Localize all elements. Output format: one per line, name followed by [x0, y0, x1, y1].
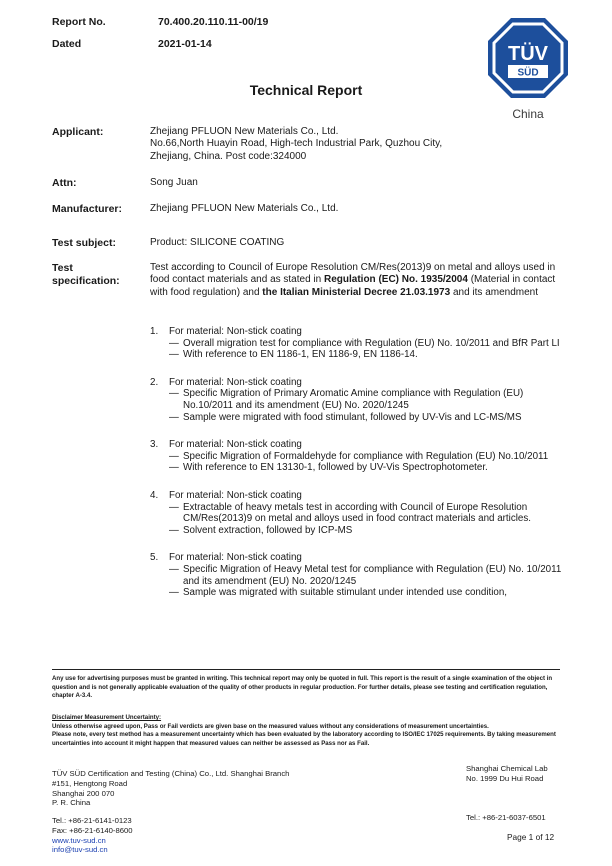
footer-company: TÜV SÜD Certification and Testing (China) Co., Ltd. Shanghai Branch: [52, 769, 290, 778]
footer-lab-address: No. 1999 Du Hui Road: [466, 773, 544, 783]
applicant-line: Zhejiang PFLUON New Materials Co., Ltd.: [150, 126, 339, 137]
test-subject-value: Product: SILICONE COATING: [150, 237, 285, 248]
logo-text: TÜV: [508, 43, 548, 65]
dated-label: Dated: [52, 38, 82, 50]
test-item: [150, 552, 570, 598]
footer-email-link[interactable]: info@tuv-sud.cn: [52, 845, 108, 855]
item-heading: For material: Non-stick coating: [169, 439, 302, 451]
test-item: [150, 490, 570, 536]
test-label-line: Test: [52, 262, 73, 274]
footer-fax: Fax: +86-21-6140-8600: [52, 825, 133, 835]
item-heading: For material: Non-stick coating: [169, 552, 302, 564]
logo-subtext: SÜD: [517, 67, 539, 79]
item-detail: Solvent extraction, followed by ICP-MS: [183, 524, 353, 536]
item-detail: With reference to EN 1186-1, EN 1186-9, EN 1186-14.: [183, 349, 418, 361]
item-number: 5.: [150, 552, 159, 564]
advertising-notice-text: Any use for advertising purposes must be granted in writing. This technical report may only be quoted in full. This report is the result of a single examination of the object in question and is not generally applicable evaluation of the quality of other products in regular production. For further details, please see testing and certification regulation, chapter A-3.4.: [52, 675, 553, 700]
applicant-label: Applicant:: [52, 126, 104, 138]
uncertainty-text: Please note, every test method has a measurement uncertainty which has been evaluated by the laboratory according to ISO/IEC 17025 requirements. By taking measurement uncertainties into account it might happen that measured values can neither be assessed as Pass nor as Fail.: [52, 731, 556, 747]
uncertainty-text: Unless otherwise agreed upon, Pass or Fail verdicts are given base on the measured values without any considerations of measurement uncertainties.: [52, 722, 489, 730]
item-detail: Specific Migration of Heavy Metal test for compliance with Regulation (EU) No. 10/2011 and its amendment (EU) No. 2020/1245: [183, 563, 562, 587]
attn-label: Attn:: [52, 177, 77, 189]
test-specification-intro: [150, 262, 565, 299]
manufacturer-label: Manufacturer:: [52, 203, 123, 215]
manufacturer-value: Zhejiang PFLUON New Materials Co., Ltd.: [150, 203, 339, 214]
page-number: Page 1 of 12: [507, 832, 555, 842]
footer-lab-name: Shanghai Chemical Lab: [466, 764, 548, 773]
test-specification-label: [52, 262, 120, 288]
footer-tel: Tel.: +86-21-6141-0123: [52, 816, 132, 825]
dash-bullet-icon: —: [169, 388, 179, 400]
dash-bullet-icon: —: [169, 337, 179, 349]
footer-address: #151, Hengtong Road: [52, 778, 128, 788]
dash-bullet-icon: —: [169, 563, 179, 575]
item-number: 4.: [150, 489, 159, 501]
item-detail: Sample were migrated with food stimulant, followed by UV-Vis and LC-MS/MS: [183, 411, 522, 423]
dash-bullet-icon: —: [169, 524, 179, 536]
report-no-label: Report No.: [52, 16, 106, 28]
dated-value: 2021-01-14: [158, 38, 212, 50]
footer-contact-block: [52, 816, 133, 855]
uncertainty-disclaimer: [52, 714, 560, 748]
page-title: Technical Report: [249, 82, 363, 98]
item-heading: For material: Non-stick coating: [169, 326, 302, 337]
test-item: [150, 439, 570, 474]
item-heading: For material: Non-stick coating: [169, 489, 302, 501]
intro-text: and its amendment: [450, 286, 539, 298]
footer-lab-tel: Tel.: +86-21-6037-6501: [466, 813, 546, 822]
dash-bullet-icon: —: [169, 450, 179, 462]
item-detail: Sample was migrated with suitable stimulant under intended use condition,: [183, 587, 508, 599]
item-detail: Overall migration test for compliance with Regulation (EU) No. 10/2011 and BfR Part LI: [183, 337, 560, 349]
dash-bullet-icon: —: [169, 587, 179, 599]
dash-bullet-icon: —: [169, 349, 179, 361]
dash-bullet-icon: —: [169, 462, 179, 474]
footer-address: P. R. China: [52, 798, 91, 808]
uncertainty-title: Disclaimer Measurement Uncertainty:: [52, 714, 162, 721]
test-item: [150, 377, 570, 423]
footer-divider: [52, 669, 560, 670]
item-detail: Specific Migration of Formaldehyde for compliance with Regulation (EU) No.10/2011: [183, 450, 549, 462]
applicant-value: [150, 126, 442, 163]
footer-lab-block: [466, 764, 548, 784]
advertising-notice: [52, 675, 560, 701]
test-item-list: [150, 326, 570, 615]
intro-text: (Material in contact with food regulation) and: [150, 274, 556, 298]
intro-regulation: Regulation (EC) No. 1935/2004: [324, 274, 468, 286]
item-detail: With reference to EN 13130-1, followed by UV-Vis Spectrophotometer.: [183, 462, 488, 474]
dash-bullet-icon: —: [169, 501, 179, 513]
dash-bullet-icon: —: [169, 411, 179, 423]
test-item: [150, 326, 570, 361]
footer-company-block: [52, 769, 289, 808]
item-heading: For material: Non-stick coating: [169, 376, 302, 388]
intro-text: Test according to Council of Europe Resolution CM/Res(2013)9 on metal and alloys used in food contact materials and as stated in: [150, 262, 556, 286]
specification-label-line: specification:: [52, 275, 120, 287]
footer-website-link[interactable]: www.tuv-sud.cn: [52, 835, 106, 845]
applicant-line: Zhejiang, China. Post code:324000: [150, 150, 307, 162]
report-no: 70.400.20.110.11-00/19: [158, 16, 269, 28]
item-number: 2.: [150, 376, 159, 388]
footer-address: Shanghai 200 070: [52, 788, 115, 798]
item-detail: Specific Migration of Primary Aromatic Amine compliance with Regulation (EU) No.10/2011 and its amendment (EU) No. 2020/1245: [183, 388, 524, 411]
applicant-line: No.66,North Huayin Road, High-tech Industrial Park, Quzhou City,: [150, 138, 443, 150]
test-subject-label: Test subject:: [52, 237, 116, 249]
attn-value: Song Juan: [150, 177, 198, 188]
intro-decree: the Italian Ministerial Decree 21.03.1973: [262, 286, 451, 298]
tuv-sud-logo: [486, 16, 570, 120]
item-number: 3.: [150, 439, 159, 451]
logo-caption: China: [512, 107, 544, 121]
item-detail: Extractable of heavy metals test in according with Council of Europe Resolution CM/Res(2013)9 on metal and alloys used in food contract materials and articles.: [183, 501, 531, 525]
item-number: 1.: [150, 326, 159, 337]
